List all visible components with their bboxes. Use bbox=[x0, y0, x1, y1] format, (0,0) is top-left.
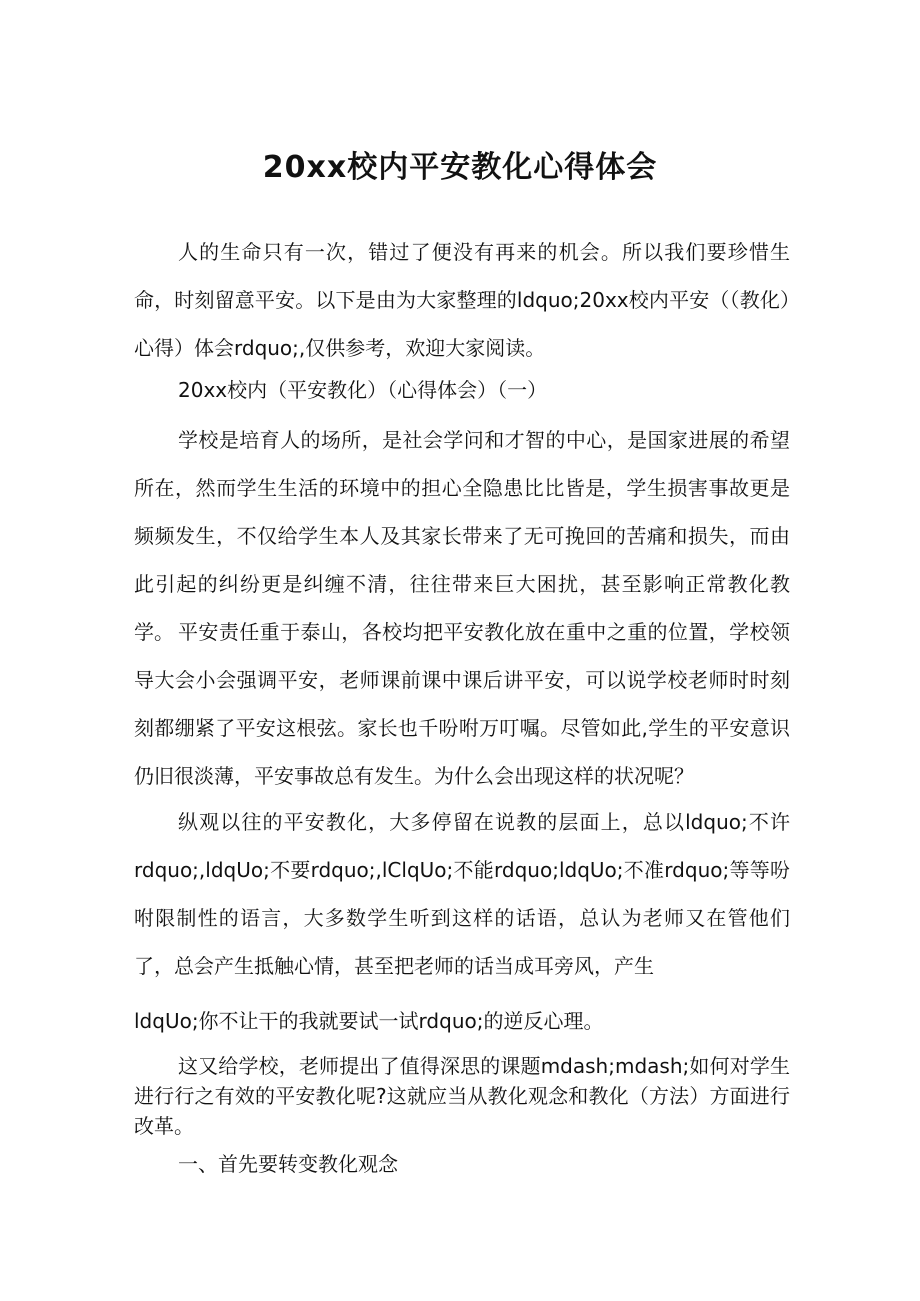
body-paragraph-2: 平安责任重于泰山，各校均把平安教化放在重中之重的位置，学校领导大会小会强调平安，老师课前课中课后讲平安，可以说学校老师时时刻刻都绷紧了平安这根弦。家长也千吩咐万叮嘱。尽管如此,学生的平安意识仍旧很淡薄，平安事故总有发生。为什么会出现这样的状况呢？ bbox=[134, 620, 790, 788]
document-title: 20xx校内平安教化心得体会 bbox=[262, 150, 658, 185]
subheading-1: 一、首先要转变教化观念 bbox=[178, 1152, 398, 1176]
section-heading-1: 20xx校内（平安教化）（心得体会）（一） bbox=[178, 378, 548, 402]
body-paragraph-4: 这又给学校，老师提出了值得深思的课题mdash;mdash;如何对学生进行行之有效的平安教化呢?这就应当从教化观念和教化（方法）方面进行改革。 bbox=[134, 1054, 790, 1138]
body-paragraph-1: 学校是培育人的场所，是社会学问和才智的中心，是国家进展的希望所在，然而学生生活的环境中的担心全隐患比比皆是，学生损害事故更是频频发生，不仅给学生本人及其家长带来了无可挽回的苦痛和损失，而由此引起的纠纷更是纠缠不清，往往带来巨大困扰，甚至影响正常教化教学。 bbox=[134, 428, 790, 644]
body-paragraph-3: 纵观以往的平安教化，大多停留在说教的层面上，总以ldquo;不许rdquo;,ldqUo;不要rdquo;,lClqUo;不能rdquo;ldqUo;不准rdquo;等等吩咐限制性的语言，大多数学生听到这样的话语，总认为老师又在管他们了，总会产生抵触心情，甚至把老师的话当成耳旁风，产生 bbox=[134, 810, 790, 978]
intro-paragraph: 人的生命只有一次，错过了便没有再来的机会。所以我们要珍惜生命，时刻留意平安。以下是由为大家整理的ldquo;20xx校内平安（（教化）心得）体会rdquo;,仅供参考，欢迎大家阅读。 bbox=[134, 240, 790, 360]
body-paragraph-3-continued: ldqUo;你不让干的我就要试一试rdquo;的逆反心理。 bbox=[134, 1009, 604, 1033]
